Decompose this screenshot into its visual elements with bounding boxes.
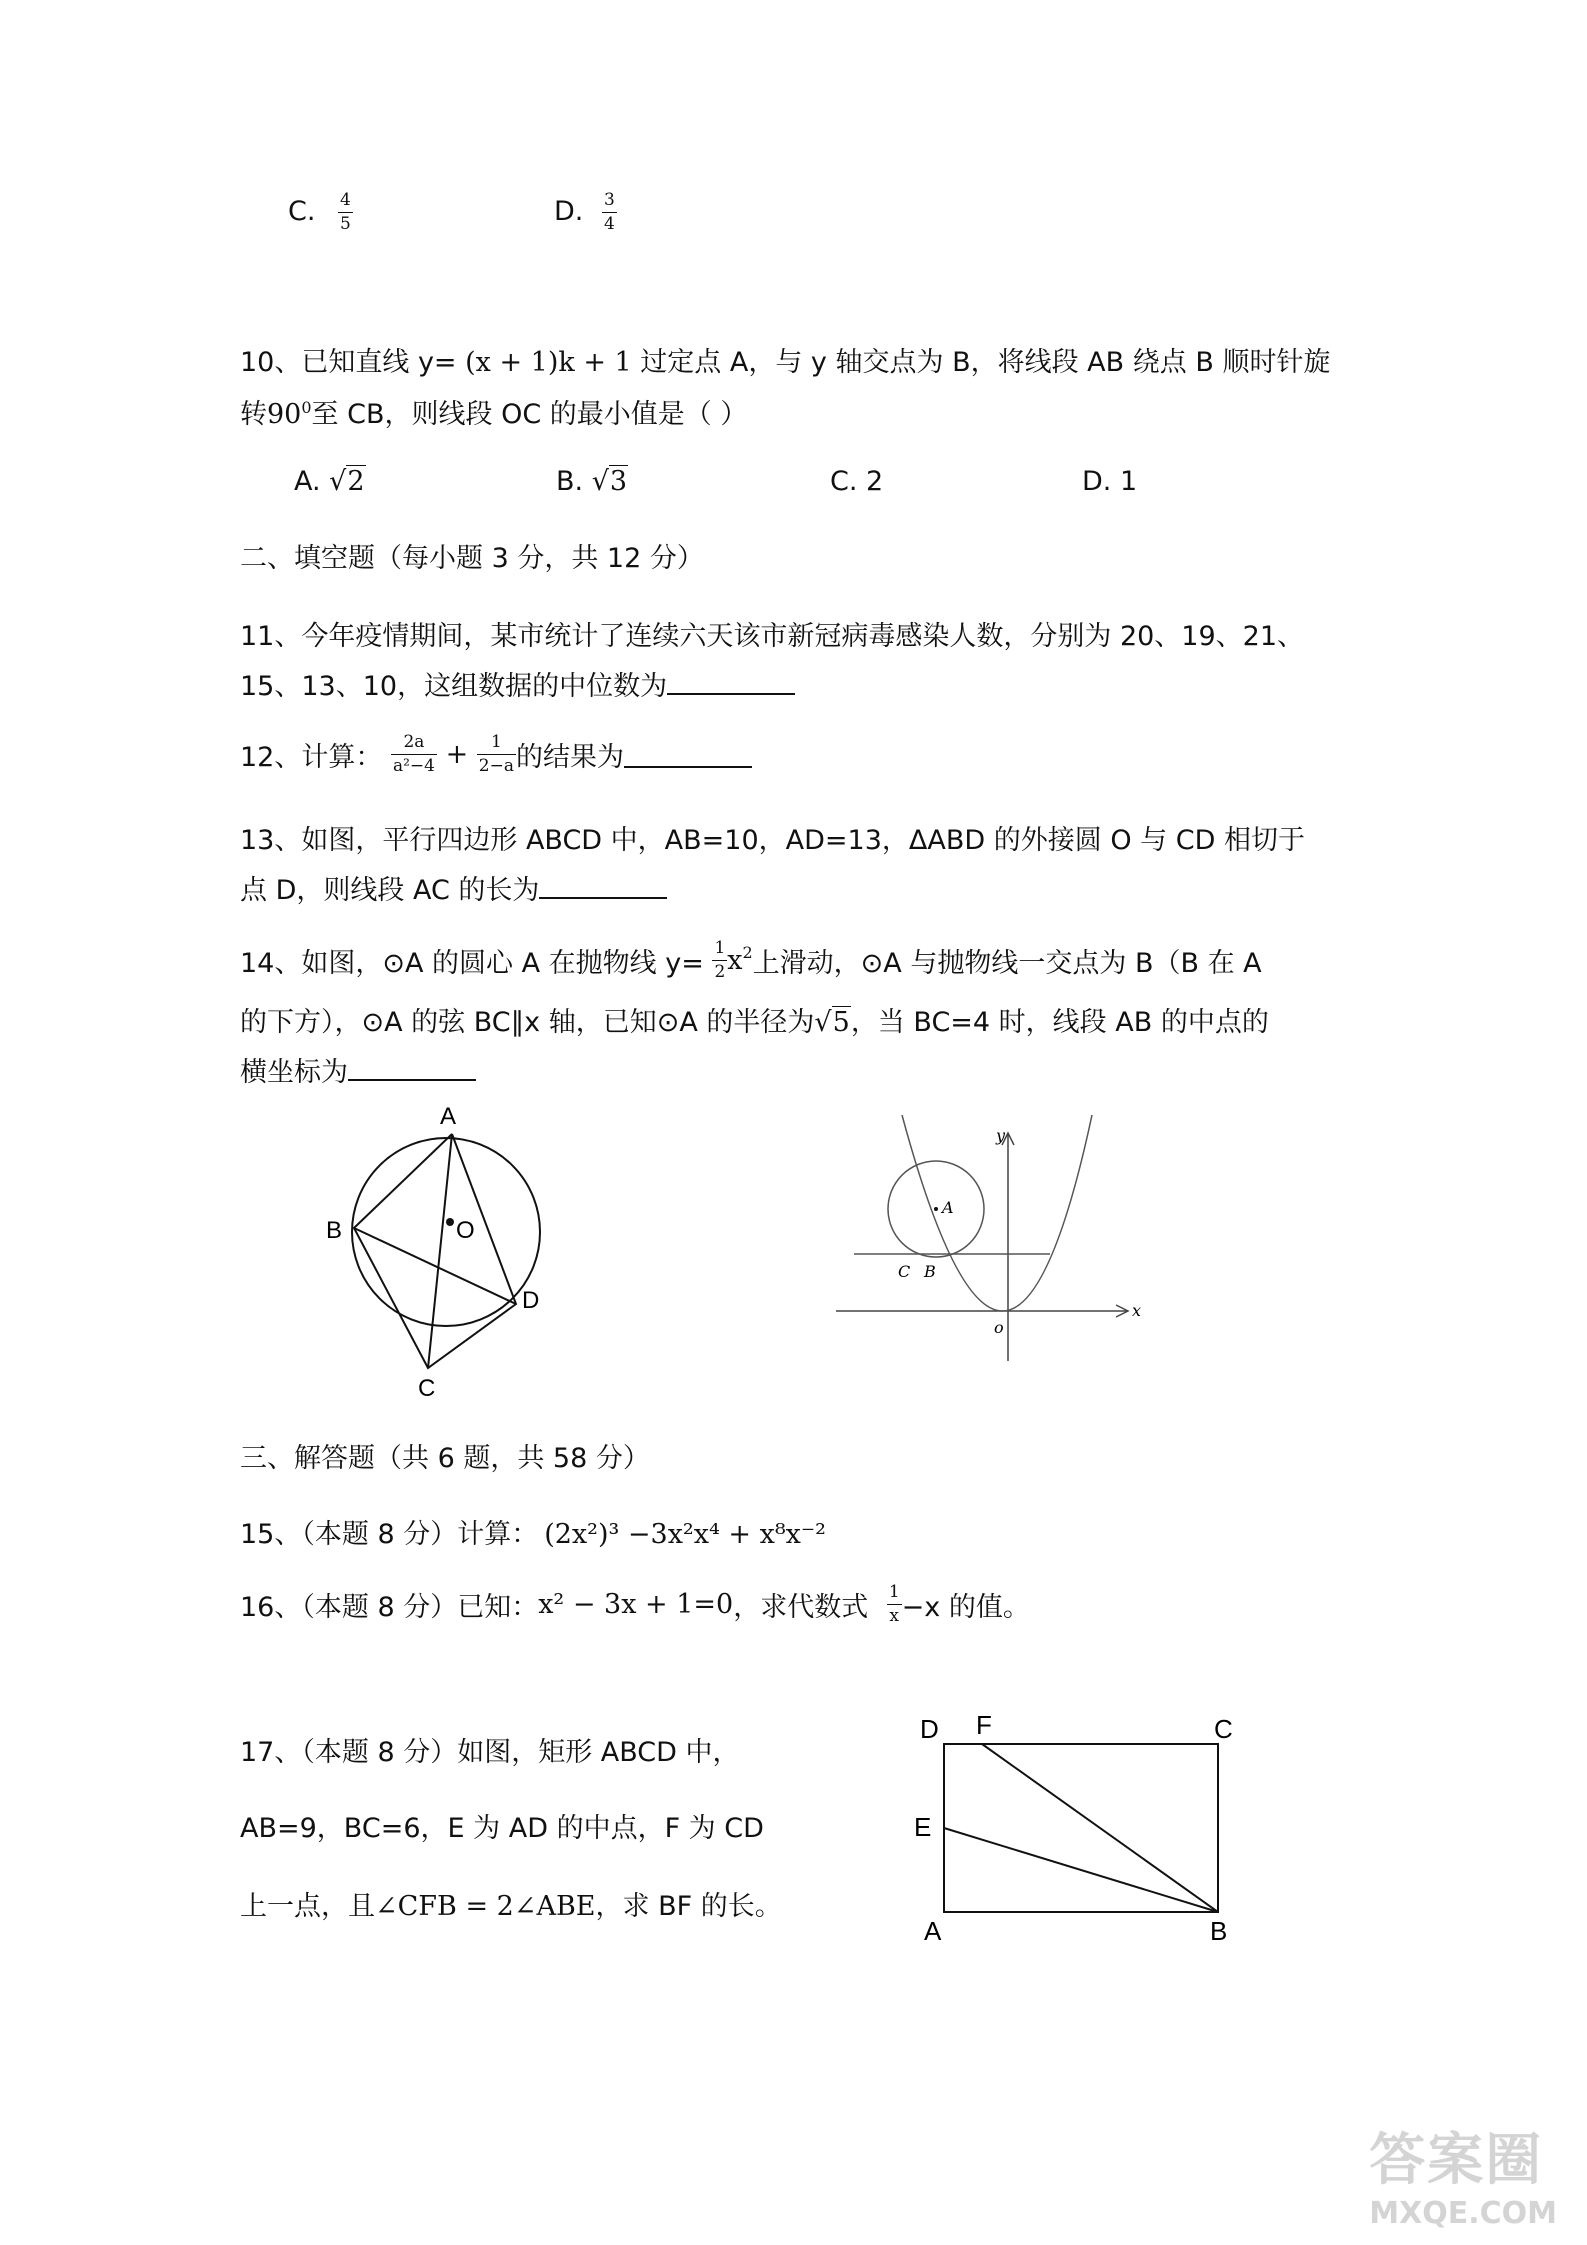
q14-label-o: o <box>994 1318 1004 1337</box>
q12-line: 12、计算： $\frac{2a}{\text{a²−4}}$ + $\frac{1}{2-a}$ 的结果为 <box>240 734 752 775</box>
q10-option-c: C. 2 <box>830 466 884 497</box>
q17-line1: 17、（本题 8 分）如图，矩形 ABCD 中， <box>240 1737 740 1768</box>
section2-heading: 二、填空题（每小题 3 分，共 12 分） <box>240 543 704 574</box>
q16-fraction: $\frac{1}{x}$ <box>888 1582 900 1626</box>
q15-line: 15、（本题 8 分）计算： (2x²)³ −3x²x⁴ + x⁸x⁻² <box>240 1519 826 1550</box>
q14-fraction-half: $\frac{1}{2}$ <box>714 938 726 982</box>
q17-segment-be <box>944 1828 1218 1912</box>
q9-option-d-fraction: $\frac{3}{4}$ <box>603 190 615 234</box>
q16-equation: x² − 3x + 1=0 <box>538 1589 734 1620</box>
q13-line2: 点 D，则线段 AC 的长为 <box>240 868 667 907</box>
section3-heading: 三、解答题（共 6 题，共 58 分） <box>240 1443 650 1474</box>
q9-option-c <box>288 192 353 233</box>
q11-line2: 15、13、10，这组数据的中位数为 <box>240 664 795 703</box>
q10-line1: 10、已知直线 y= (x + 1)k + 1 过定点 A，与 y 轴交点为 B，将线段 AB 绕点 B 顺时针旋 <box>240 347 1331 378</box>
q10-option-b: B. √3 <box>556 466 628 497</box>
q17-angle-relation: ∠CFB = 2∠ABE <box>375 1891 596 1922</box>
q13-center-dot <box>446 1218 454 1226</box>
q14-label-c: C <box>898 1262 911 1281</box>
q17-label-e: E <box>914 1812 932 1842</box>
watermark-text: 答案圈 <box>1369 2128 1544 2193</box>
q14-line2: 的下方），⊙A 的弦 BC∥x 轴，已知⊙A 的半径为√5，当 BC=4 时，线段 AB 的中点的 <box>240 1007 1269 1038</box>
watermark-logo <box>1369 2116 1557 2231</box>
q10-line2: 转$90^0$至 CB，则线段 OC 的最小值是（ ） <box>240 398 748 430</box>
q13-answer-blank <box>539 873 667 899</box>
q17-line2: AB=9，BC=6，E 为 AD 的中点，F 为 CD <box>240 1813 764 1844</box>
q13-label-o: O <box>456 1217 475 1244</box>
q14-answer-blank <box>348 1055 476 1081</box>
q14-label-x: x <box>1132 1301 1142 1320</box>
q14-label-y: y <box>996 1126 1006 1145</box>
q13-figure <box>300 1090 600 1410</box>
q13-line1: 13、如图，平行四边形 ABCD 中，AB=10，AD=13，ΔABD 的外接圆 O 与 CD 相切于 <box>240 825 1305 856</box>
q17-label-d: D <box>920 1714 939 1744</box>
q9-option-c-label: C. <box>288 196 316 227</box>
q10-sqrt-3: √3 <box>591 466 628 497</box>
q11-answer-blank <box>667 669 795 695</box>
q17-label-f: F <box>976 1710 992 1740</box>
q14-point-a <box>934 1207 938 1211</box>
q14-line3: 横坐标为 <box>240 1050 476 1089</box>
q14-label-a: A <box>942 1198 954 1217</box>
q13-label-d: D <box>522 1287 540 1314</box>
q9-option-d-label: D. <box>554 196 584 227</box>
q10-option-a: A. √2 <box>294 466 365 497</box>
watermark-domain: MXQE.COM <box>1369 2196 1557 2231</box>
q16-line: 16、（本题 8 分）已知：x² − 3x + 1=0，求代数式 $\frac{1}{x}$ −x 的值。 <box>240 1582 1030 1626</box>
q17-segment-bf <box>982 1744 1218 1912</box>
q12-answer-blank <box>624 742 752 768</box>
q10-option-d: D. 1 <box>1082 466 1138 497</box>
q17-label-c: C <box>1214 1714 1233 1744</box>
q10-sqrt-2: √2 <box>329 466 365 497</box>
q17-figure <box>910 1700 1250 1960</box>
q9-option-d <box>554 192 617 233</box>
q17-line3: 上一点，且∠CFB = 2∠ABE，求 BF 的长。 <box>240 1891 782 1922</box>
q15-expression: (2x²)³ −3x²x⁴ + x⁸x⁻² <box>544 1519 826 1550</box>
q13-label-c: C <box>418 1375 436 1402</box>
q13-label-a: A <box>440 1103 457 1130</box>
q14-label-b: B <box>924 1262 936 1281</box>
q17-label-a: A <box>924 1916 942 1946</box>
q10-line-equation: (x + 1)k + 1 <box>465 347 632 378</box>
q13-diagonal-ac <box>428 1134 452 1368</box>
q11-line1: 11、今年疫情期间，某市统计了连续六天该市新冠病毒感染人数，分别为 20、19、21、 <box>240 621 1305 652</box>
q14-sqrt-5: √5 <box>814 1007 850 1038</box>
q13-quadrilateral <box>354 1134 516 1368</box>
q13-label-b: B <box>326 1217 343 1244</box>
q17-rectangle <box>944 1744 1218 1912</box>
q14-line1: 14、如图，⊙A 的圆心 A 在抛物线 y= $\frac{1}{2}$ $x^2$上滑动，⊙A 与抛物线一交点为 B（B 在 A <box>240 938 1262 982</box>
q12-fraction-1: $\frac{2a}{\text{a²−4}}$ <box>392 732 435 776</box>
q17-label-b: B <box>1210 1916 1228 1946</box>
q13-circumcircle <box>352 1138 540 1326</box>
q9-option-c-fraction: $\frac{4}{5}$ <box>340 190 351 234</box>
q12-fraction-2: $\frac{1}{2-a}$ <box>478 732 514 776</box>
q14-figure <box>830 1115 1160 1375</box>
